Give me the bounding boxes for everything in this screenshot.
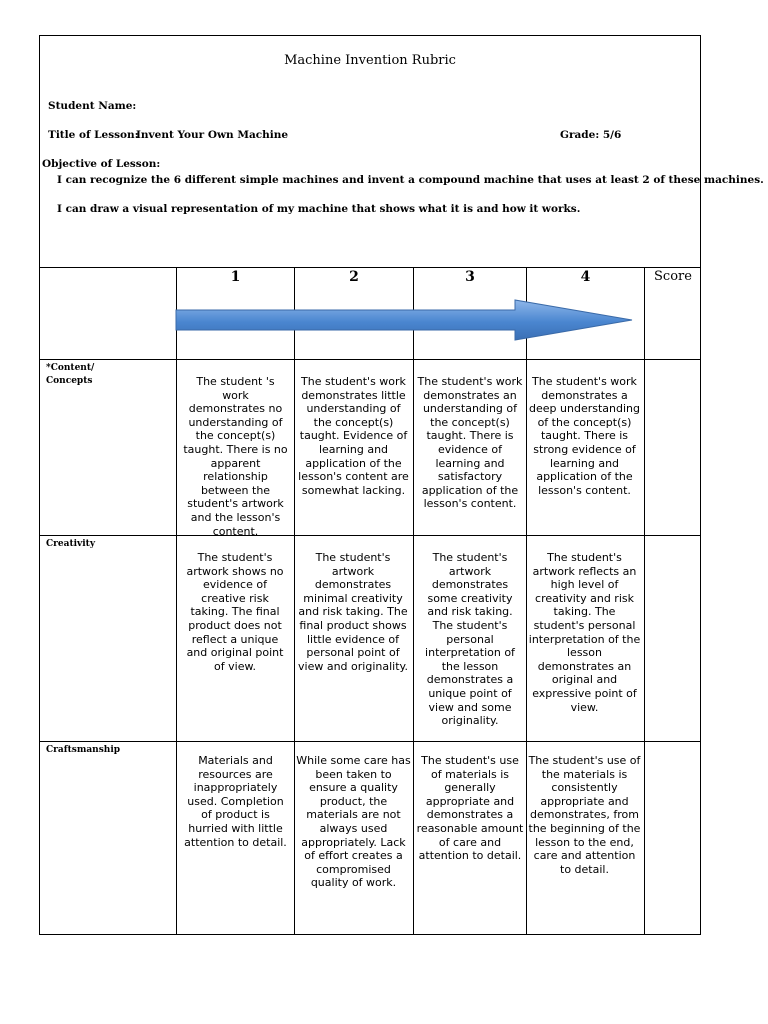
column-header-4: 4 — [580, 269, 591, 285]
document-title: Machine Invention Rubric — [284, 53, 456, 68]
craftsmanship-level-4: The student's use of the materials is consistently appropriate and demonstrates, from the beginning of the lesson to the end, care and attention to detail. — [528, 754, 641, 876]
rubric-document — [39, 35, 764, 935]
objective-label: Objective of Lesson: — [42, 158, 161, 170]
col-divider — [644, 267, 645, 934]
col-divider — [413, 267, 414, 934]
objective-2: I can draw a visual representation of my machine that shows what it is and how it works. — [57, 203, 581, 215]
col-divider — [526, 267, 527, 934]
objective-1: I can recognize the 6 different simple machines and invent a compound machine that uses at least 2 of these machines. — [57, 174, 764, 186]
column-header-3: 3 — [465, 269, 475, 285]
row-divider — [40, 741, 700, 742]
grade-label: Grade: 5/6 — [560, 129, 622, 141]
craftsmanship-level-2: While some care has been taken to ensure a quality product, the materials are not always used appropriately. Lack of effort creates a compromised quality of work. — [296, 754, 411, 890]
score-header: Score — [654, 269, 692, 284]
progress-arrow-icon — [174, 298, 636, 342]
student-name-label: Student Name: — [48, 100, 137, 112]
row-label-creativity: Creativity — [46, 539, 96, 549]
row-divider — [40, 535, 700, 536]
content-level-3: The student's work demonstrates an understanding of the concept(s) taught. There is evidence of learning and satisfactory application of the lesson's content. — [417, 375, 523, 511]
craftsmanship-level-1: Materials and resources are inappropriately used. Completion of product is hurried with little attention to detail. — [184, 754, 287, 849]
row-divider — [40, 359, 700, 360]
row-label-content: *Content/ Concepts — [46, 363, 95, 386]
col-divider — [176, 267, 177, 934]
table-top-border — [40, 267, 700, 268]
content-level-2: The student's work demonstrates little understanding of the concept(s) taught. Evidence of learning and application of the lesson's content are somewhat lacking. — [298, 375, 409, 497]
creativity-level-2: The student's artwork demonstrates minimal creativity and risk taking. The final product shows little evidence of personal point of view and originality. — [298, 551, 408, 673]
creativity-level-3: The student's artwork demonstrates some creativity and risk taking. The student's personal interpretation of the lesson demonstrates a unique point of view and some originality. — [425, 551, 515, 728]
content-level-4: The student's work demonstrates a deep understanding of the concept(s) taught. There is strong evidence of learning and application of the lesson's content. — [529, 375, 640, 497]
column-header-1: 1 — [230, 269, 241, 285]
creativity-level-4: The student's artwork reflects an high level of creativity and risk taking. The student's personal interpretation of the lesson demonstrates an original and expressive point of view. — [528, 551, 641, 714]
content-level-1: The student 's work demonstrates no understanding of the concept(s) taught. There is no apparent relationship between the student's artwork and the lesson's content. — [183, 375, 288, 538]
craftsmanship-level-3: The student's use of materials is generally appropriate and demonstrates a reasonable amount of care and attention to detail. — [416, 754, 524, 863]
row-label-craftsmanship: Craftsmanship — [46, 745, 121, 755]
lesson-title-label: Title of Lesson: — [48, 129, 139, 141]
lesson-title-value: Invent Your Own Machine — [136, 129, 289, 141]
creativity-level-1: The student's artwork shows no evidence of creative risk taking. The final product does not reflect a unique and original point of view. — [186, 551, 284, 673]
col-divider — [294, 267, 295, 934]
column-header-2: 2 — [349, 269, 359, 285]
